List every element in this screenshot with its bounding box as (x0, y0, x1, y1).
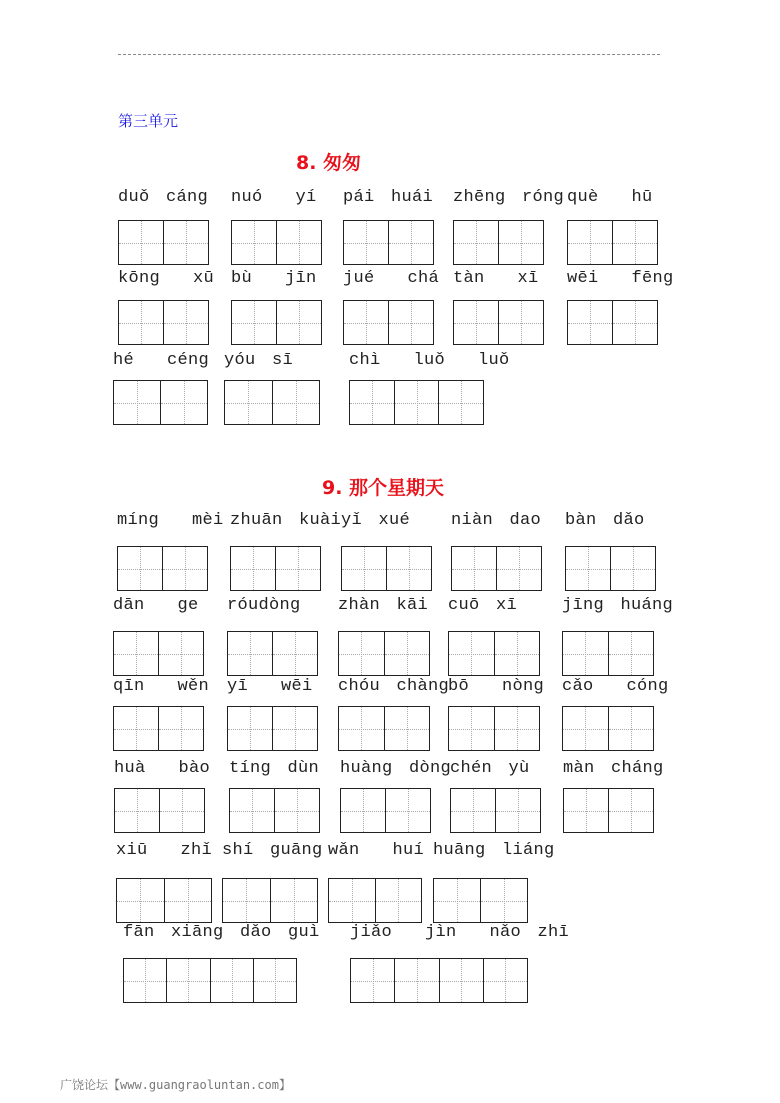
pinyin-prompt: chóu chàng (338, 677, 450, 696)
pinyin-prompt: bō nòng (448, 677, 545, 696)
tianzige-cell[interactable] (564, 789, 609, 832)
tianzige-cell[interactable] (230, 789, 275, 832)
tianzige-cell[interactable] (484, 959, 527, 1002)
tianzige-cell[interactable] (159, 707, 203, 750)
pinyin-prompt: kōng xū (118, 269, 215, 288)
writing-grid (118, 300, 209, 345)
tianzige-cell[interactable] (119, 221, 164, 264)
tianzige-cell[interactable] (119, 301, 164, 344)
writing-grid (340, 788, 431, 833)
pinyin-prompt: zhàn kāi (338, 596, 429, 615)
tianzige-cell[interactable] (387, 547, 431, 590)
tianzige-cell[interactable] (211, 959, 254, 1002)
tianzige-cell[interactable] (114, 632, 159, 675)
pinyin-prompt: jīng huáng (562, 596, 674, 615)
writing-grid (453, 300, 544, 345)
tianzige-cell[interactable] (385, 707, 430, 750)
tianzige-cell[interactable] (350, 381, 395, 424)
tianzige-cell[interactable] (254, 959, 296, 1002)
writing-grid (117, 546, 208, 591)
tianzige-cell[interactable] (273, 632, 317, 675)
pinyin-prompt: tàn xī (453, 269, 539, 288)
header-divider (118, 54, 660, 55)
writing-grid (567, 220, 658, 265)
tianzige-cell[interactable] (339, 632, 385, 675)
pinyin-prompt: niàn dao (451, 511, 542, 530)
tianzige-cell[interactable] (440, 959, 484, 1002)
tianzige-cell[interactable] (609, 789, 653, 832)
writing-grid (343, 300, 434, 345)
pinyin-prompt: huāng liáng (433, 841, 555, 860)
writing-grid (562, 631, 654, 676)
tianzige-cell[interactable] (329, 879, 376, 922)
tianzige-cell[interactable] (163, 547, 207, 590)
tianzige-cell[interactable] (499, 221, 543, 264)
writing-grid (231, 300, 322, 345)
tianzige-cell[interactable] (275, 789, 319, 832)
writing-grid (231, 220, 322, 265)
pinyin-prompt: duǒ cáng (118, 188, 209, 207)
tianzige-cell[interactable] (165, 879, 212, 922)
pinyin-prompt: yǐ xué (341, 511, 411, 530)
tianzige-cell[interactable] (117, 879, 165, 922)
tianzige-cell[interactable] (434, 879, 481, 922)
tianzige-cell[interactable] (339, 707, 385, 750)
tianzige-cell[interactable] (276, 547, 320, 590)
tianzige-cell[interactable] (231, 547, 276, 590)
tianzige-cell[interactable] (164, 301, 208, 344)
tianzige-cell[interactable] (386, 789, 430, 832)
tianzige-cell[interactable] (115, 789, 160, 832)
tianzige-cell[interactable] (225, 381, 273, 424)
pinyin-prompt: màn cháng (563, 759, 664, 778)
tianzige-cell[interactable] (273, 381, 320, 424)
tianzige-cell[interactable] (118, 547, 163, 590)
writing-grid (448, 631, 540, 676)
writing-grid (448, 706, 540, 751)
tianzige-cell[interactable] (566, 547, 611, 590)
pinyin-prompt: hé céng (113, 351, 210, 370)
tianzige-cell[interactable] (563, 632, 609, 675)
pinyin-prompt: wēi fēng (567, 269, 674, 288)
pinyin-prompt: xiū zhǐ (116, 841, 213, 860)
tianzige-cell[interactable] (495, 632, 540, 675)
tianzige-cell[interactable] (495, 707, 540, 750)
writing-grid (113, 631, 204, 676)
pinyin-prompt: pái huái (343, 188, 434, 207)
tianzige-cell[interactable] (342, 547, 387, 590)
pinyin-prompt: chén yù (450, 759, 530, 778)
pinyin-prompt: qīn wěn (113, 677, 210, 696)
tianzige-cell[interactable] (351, 959, 395, 1002)
pinyin-prompt: zhēng róng (453, 188, 565, 207)
pinyin-prompt: míng mèi (117, 511, 224, 530)
writing-grid (451, 546, 542, 591)
writing-grid (230, 546, 321, 591)
unit-title: 第三单元 (118, 112, 179, 130)
tianzige-cell[interactable] (613, 221, 657, 264)
tianzige-cell[interactable] (454, 221, 499, 264)
pinyin-prompt: dān ge (113, 596, 199, 615)
pinyin-prompt: yī wēi (227, 677, 313, 696)
tianzige-cell[interactable] (344, 221, 389, 264)
tianzige-cell[interactable] (341, 789, 386, 832)
writing-grid (433, 878, 528, 923)
tianzige-cell[interactable] (451, 789, 496, 832)
pinyin-prompt: cuō xī (448, 596, 518, 615)
tianzige-cell[interactable] (439, 381, 483, 424)
pinyin-prompt: zhuān kuài (230, 511, 342, 530)
pinyin-prompt: bù jīn (231, 269, 317, 288)
tianzige-cell[interactable] (228, 632, 273, 675)
tianzige-cell[interactable] (232, 301, 277, 344)
tianzige-cell[interactable] (497, 547, 541, 590)
tianzige-cell[interactable] (167, 959, 210, 1002)
pinyin-prompt: wǎn huí (328, 841, 425, 860)
writing-grid (116, 878, 212, 923)
tianzige-cell[interactable] (277, 301, 321, 344)
writing-grid (453, 220, 544, 265)
tianzige-cell[interactable] (114, 381, 161, 424)
writing-grid (114, 788, 205, 833)
writing-grid (343, 220, 434, 265)
writing-grid (338, 706, 430, 751)
pinyin-prompt: jué chá (343, 269, 440, 288)
tianzige-cell[interactable] (395, 381, 440, 424)
pinyin-prompt: shí guāng (222, 841, 323, 860)
tianzige-cell[interactable] (160, 789, 204, 832)
tianzige-cell[interactable] (496, 789, 540, 832)
writing-grid (350, 958, 528, 1003)
tianzige-cell[interactable] (232, 221, 277, 264)
footer-watermark: 广饶论坛【www.guangraoluntan.com】 (60, 1078, 291, 1092)
writing-grid (338, 631, 430, 676)
tianzige-cell[interactable] (609, 707, 654, 750)
tianzige-cell[interactable] (376, 879, 422, 922)
tianzige-cell[interactable] (449, 707, 495, 750)
tianzige-cell[interactable] (385, 632, 430, 675)
pinyin-prompt: yóu sī (224, 351, 294, 370)
tianzige-cell[interactable] (273, 707, 317, 750)
pinyin-prompt: tíng dùn (229, 759, 320, 778)
tianzige-cell[interactable] (228, 707, 273, 750)
tianzige-cell[interactable] (223, 879, 271, 922)
writing-grid (349, 380, 484, 425)
tianzige-cell[interactable] (568, 221, 613, 264)
writing-grid (227, 631, 318, 676)
tianzige-cell[interactable] (481, 879, 527, 922)
pinyin-prompt: chì luǒ luǒ (349, 351, 510, 370)
writing-grid (224, 380, 320, 425)
lesson-title-8: 8. 匆匆 (296, 152, 362, 174)
tianzige-cell[interactable] (389, 221, 433, 264)
writing-grid (113, 380, 208, 425)
pinyin-prompt: jiǎo jìn nǎo zhī (350, 923, 570, 942)
pinyin-prompt: huà bào (114, 759, 211, 778)
pinyin-prompt: cǎo cóng (562, 677, 669, 696)
writing-grid (567, 300, 658, 345)
pinyin-prompt: róudòng (227, 596, 301, 615)
tianzige-cell[interactable] (454, 301, 499, 344)
writing-grid (565, 546, 656, 591)
pinyin-prompt: nuó yí (231, 188, 317, 207)
pinyin-prompt: huàng dòng (340, 759, 452, 778)
tianzige-cell[interactable] (124, 959, 167, 1002)
tianzige-cell[interactable] (568, 301, 613, 344)
tianzige-cell[interactable] (613, 301, 657, 344)
tianzige-cell[interactable] (389, 301, 433, 344)
tianzige-cell[interactable] (609, 632, 654, 675)
tianzige-cell[interactable] (611, 547, 655, 590)
writing-grid (341, 546, 432, 591)
writing-grid (123, 958, 297, 1003)
tianzige-cell[interactable] (277, 221, 321, 264)
writing-grid (450, 788, 541, 833)
tianzige-cell[interactable] (164, 221, 208, 264)
tianzige-cell[interactable] (449, 632, 495, 675)
tianzige-cell[interactable] (161, 381, 207, 424)
tianzige-cell[interactable] (114, 707, 159, 750)
tianzige-cell[interactable] (563, 707, 609, 750)
tianzige-cell[interactable] (499, 301, 543, 344)
writing-grid (563, 788, 654, 833)
tianzige-cell[interactable] (159, 632, 203, 675)
pinyin-prompt: què hū (567, 188, 653, 207)
tianzige-cell[interactable] (395, 959, 439, 1002)
writing-grid (227, 706, 318, 751)
writing-grid (222, 878, 318, 923)
tianzige-cell[interactable] (344, 301, 389, 344)
pinyin-prompt: fān xiāng dǎo guì (123, 923, 320, 942)
writing-grid (562, 706, 654, 751)
pinyin-prompt: bàn dǎo (565, 511, 645, 530)
tianzige-cell[interactable] (271, 879, 318, 922)
writing-grid (118, 220, 209, 265)
lesson-title-9: 9. 那个星期天 (322, 477, 445, 499)
writing-grid (113, 706, 204, 751)
writing-grid (229, 788, 320, 833)
writing-grid (328, 878, 422, 923)
tianzige-cell[interactable] (452, 547, 497, 590)
